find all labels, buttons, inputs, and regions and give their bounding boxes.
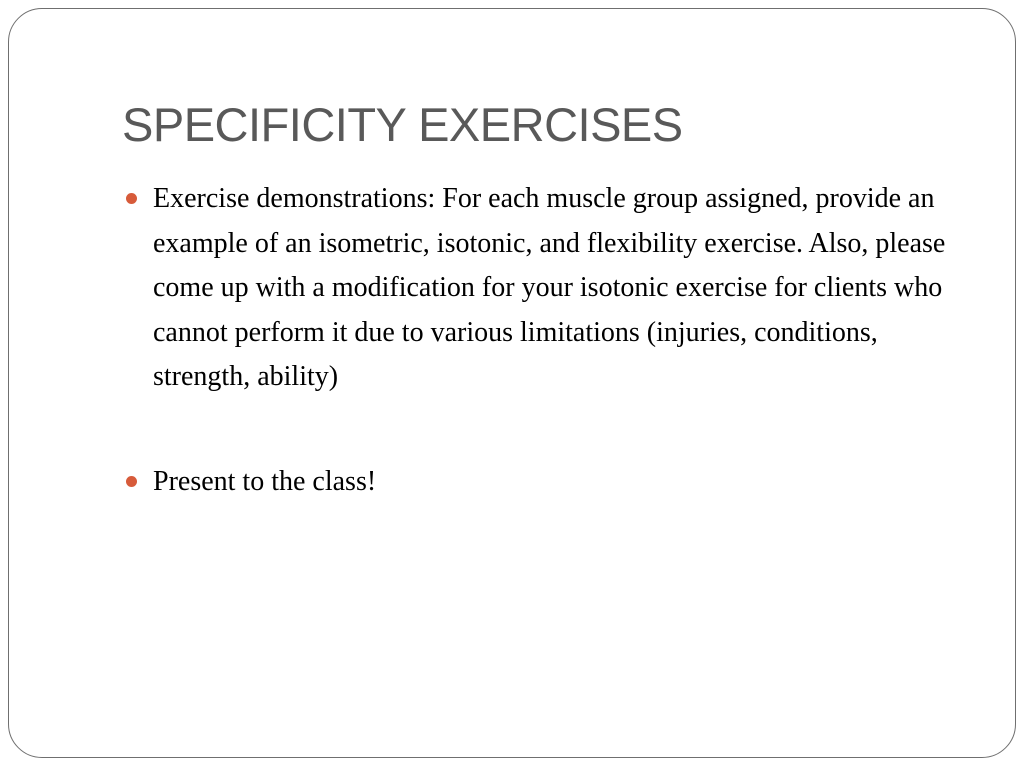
bullet-text: Present to the class!: [153, 465, 377, 497]
bullet-item: [126, 460, 956, 505]
slide-frame: [8, 8, 1016, 758]
bullet-dot-icon: [126, 193, 137, 204]
bullet-text: Exercise demonstrations: For each muscle group assigned, provide an example of an isometric, isotonic, and flexibility exercise. Also, please come up with a modification for your isotonic exercise for clients who cannot perform it due to various limitations (injuries, conditions, strength, ability): [153, 183, 946, 392]
bullet-dot-icon: [126, 476, 137, 487]
bullet-item: [126, 177, 956, 400]
slide-title: SPECIFICITY EXERCISES: [122, 98, 683, 151]
bullet-list: [126, 177, 956, 504]
